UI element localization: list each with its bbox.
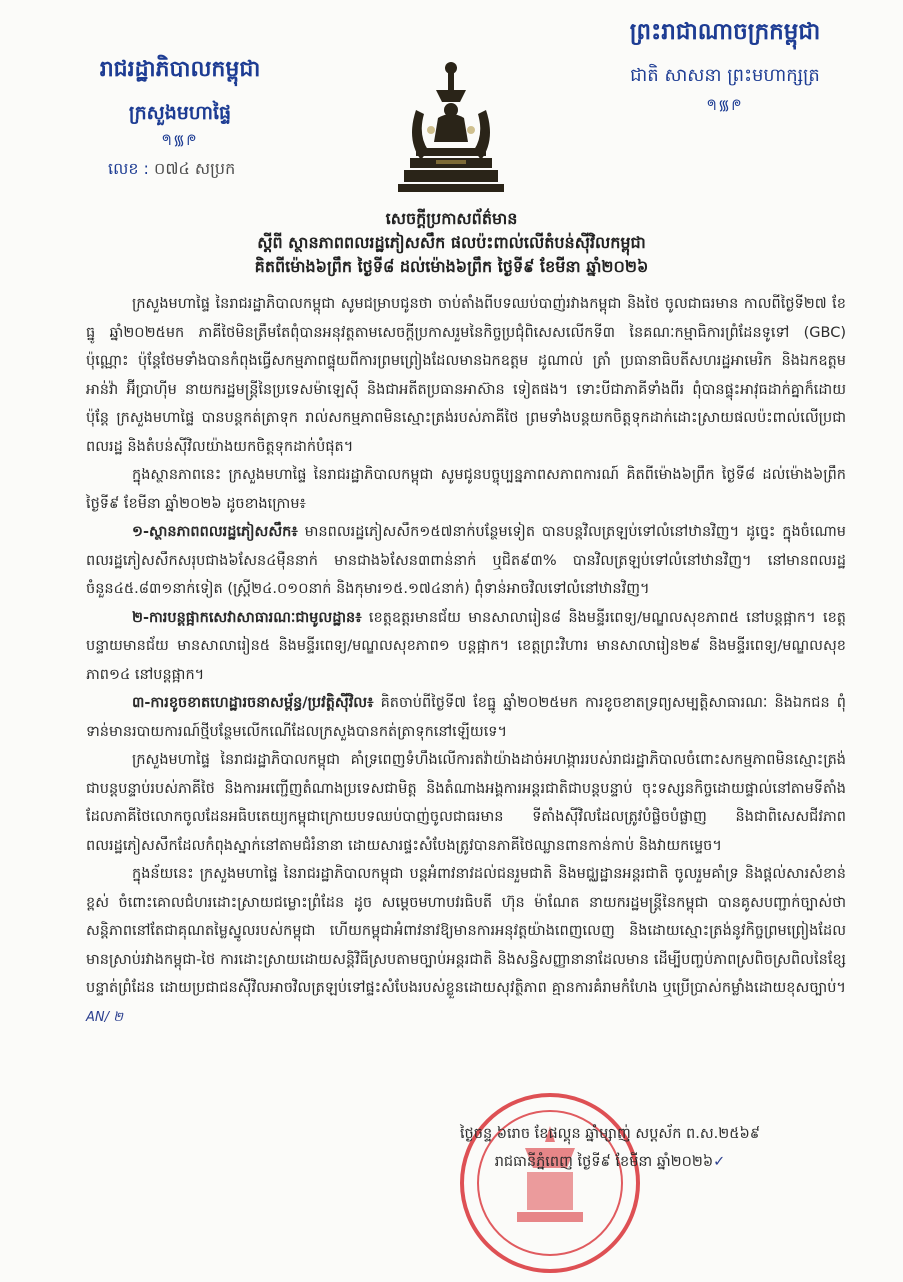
item-damage-text: គិតចាប់ពីថ្ងៃទី៧ ខែធ្នូ ឆ្នាំ២០២៥មក ការខូចខាតទ្រព្យសម្បត្តិសាធារណៈ និងឯកជន ពុំទាន់មានរបាយការណ៍ថ្មីបន្ថែមលើកណើដែលក្រសួងបានកត់ត្រាទុកនៅឡើយទេ។ (86, 695, 846, 740)
reference-number (70, 158, 290, 182)
lunar-date: ថ្ងៃចន្ទ ៦រោច ខែផល្គុន ឆ្នាំម្សាញ់ សប្តស័ក ព.ស.២៥៦៩ (459, 1126, 761, 1142)
reference-label: លេខ : (108, 159, 149, 178)
solar-date (440, 1148, 780, 1176)
document-body (86, 290, 846, 1032)
title-line-2: ស្តីពី ស្ថានភាពពលរដ្ឋភៀសសឹក ផលប៉ះពាល់លើតំបន់ស៊ីវិលកម្ពុជា (257, 233, 646, 252)
item-services-text: ខេត្តឧត្តរមានជ័យ មានសាលារៀន៨ និងមន្ទីរពេទ្យ/មណ្ឌលសុខភាព៥ នៅបន្តផ្អាក។ ខេត្តបន្ទាយមានជ័យ មានសាលារៀន៥ និងមន្ទីរពេទ្យ/មណ្ឌលសុខភាព១ បន្តផ្អាក។ ខេត្តព្រះវិហារ មានសាលារៀន២៩ និងមន្ទីរពេទ្យ/មណ្ឌលសុខភាព១៤ នៅបន្តផ្អាក។ (86, 609, 846, 683)
date-block (440, 1120, 780, 1176)
ministry-header (70, 55, 290, 182)
royal-emblem-icon (376, 50, 526, 200)
paragraph-situation: ក្នុងស្ថានភាពនេះ ក្រសួងមហាផ្ទៃ នៃរាជរដ្ឋាភិបាលកម្ពុជា សូមជូនបច្ចុប្បន្នភាពសភាពការណ៍ គិតពីម៉ោង៦ព្រឹក ថ្ងៃទី៨ ដល់ម៉ោង៦ព្រឹក ថ្ងៃទី៩ ខែមីនា ឆ្នាំ២០២៦ ដូចខាងក្រោម៖ (86, 467, 846, 512)
item-services (86, 604, 846, 690)
reference-value: ០៧៤ សប្រក (154, 159, 236, 178)
official-seal-icon (455, 1088, 645, 1278)
national-motto: ជាតិ សាសនា ព្រះមហាក្សត្រ (630, 65, 820, 86)
title-line-3: គិតពីម៉ោង៦ព្រឹក ថ្ងៃទី៨ ដល់ម៉ោង៦ព្រឹក ថ្ងៃទី៩ ខែមីនា ឆ្នាំ២០២៦ (254, 257, 649, 276)
item-damage (86, 689, 846, 746)
government-name: រាជរដ្ឋាភិបាលកម្ពុជា (99, 57, 261, 82)
item-refugees (86, 518, 846, 604)
title-line-1: សេចក្តីប្រកាសព័ត៌មាន (385, 209, 518, 228)
ministry-name: ក្រសួងមហាផ្ទៃ (128, 102, 232, 124)
ornament-divider: ᖗ᯾ᖘ (706, 98, 743, 114)
kingdom-header (600, 18, 850, 115)
kingdom-name: ព្រះរាជាណាចក្រកម្ពុជា (629, 19, 821, 45)
ornament-divider: ᖗ᯾ᖘ (161, 133, 198, 149)
signature-check-icon: ✓ (713, 1154, 726, 1170)
document-title (60, 207, 843, 279)
paragraph-appeal (86, 860, 846, 1032)
item-damage-head: ៣-ការខូចខាតហេដ្ឋារចនាសម្ព័ន្ធ/ប្រវត្តិស៊ីវិល៖ (132, 695, 374, 711)
initials-mark: AN/ ២ (86, 1009, 123, 1025)
item-refugees-head: ១-ស្ថានភាពពលរដ្ឋភៀសសឹក៖ (132, 524, 298, 540)
item-refugees-text: មានពលរដ្ឋភៀសសឹក១៥៧នាក់បន្ថែមទៀត បានបន្តវិលត្រឡប់ទៅលំនៅឋានវិញ។ ដូច្នេះ ក្នុងចំណោមពលរដ្ឋភៀសសឹកសរុបជាង៦សែន៤ម៉ឺននាក់ មានជាង៦សែន៣ពាន់នាក់ ឬជិត៩៣% បានវិលត្រឡប់ទៅលំនៅឋានវិញ។ នៅមានពលរដ្ឋចំនួន៤៥.៨៣១នាក់ទៀត (ស្ត្រី២៤.០១០នាក់ និងកុមារ១៥.១៧៤នាក់) ពុំទាន់អាចវិលទៅលំនៅឋានវិញ។ (86, 524, 846, 597)
paragraph-appeal-text: ក្នុងន័យនេះ ក្រសួងមហាផ្ទៃ នៃរាជរដ្ឋាភិបាលកម្ពុជា បន្តអំពាវនាវដល់ជនរួមជាតិ និងមជ្ឈដ្ឋានអន្តរជាតិ ចូលរួមគាំទ្រ និងផ្តល់សារសំខាន់ខ្ពស់ ចំពោះគោលជំហរដោះស្រាយជម្លោះព្រំដែន ដូច សម្តេចមហាបវរធិបតី ហ៊ុន ម៉ាណែត នាយករដ្ឋមន្ត្រីនៃកម្ពុជា បានគូសបញ្ជាក់ច្បាស់ថា សន្តិភាពនៅតែជាគុណតម្លៃស្នូលរបស់កម្ពុជា ហើយកម្ពុជាអំពាវនាវឱ្យមានការអនុវត្តយ៉ាងពេញលេញ និងដោយស្មោះត្រង់នូវកិច្ចព្រមព្រៀងដែលមានស្រាប់រវាងកម្ពុជា-ថៃ ការដោះស្រាយដោយសន្តិវិធីស្របតាមច្បាប់អន្តរជាតិ និងសន្ធិសញ្ញានានាដែលមាន ដើម្បីបញ្ចប់ភាពស្រពិចស្រពិលនៃខ្សែបន្ទាត់ព្រំដែន ដោយប្រជាជនស៊ីវិលអាចវិលត្រឡប់ទៅផ្ទះសំបែងរបស់ខ្លួនដោយសុវត្ថិភាព គ្មានការគំរាមកំហែង ឬប្រើប្រាស់កម្លាំងដោយខុសច្បាប់។ (86, 866, 846, 996)
paragraph-intro: ក្រសួងមហាផ្ទៃ នៃរាជរដ្ឋាភិបាលកម្ពុជា សូមជម្រាបជូនថា ចាប់តាំងពីបទឈប់បាញ់រវាងកម្ពុជា និងថៃ ចូលជាធរមាន កាលពីថ្ងៃទី២៧ ខែធ្នូ ឆ្នាំ២០២៥មក ភាគីថៃមិនត្រឹមតែពុំបានអនុវត្តតាមសេចក្តីប្រកាសរួមនៃកិច្ចប្រជុំពិសេសលើកទី៣ នៃគណៈកម្មាធិការព្រំដែនទូទៅ (GBC) ប៉ុណ្ណោះ ប៉ុន្តែថែមទាំងបានកំពុងធ្វើសកម្មភាពផ្ទុយពីការព្រមព្រៀងដែលមានឯកឧត្តម ដូណាល់ ត្រាំ ប្រធានាធិបតីសហរដ្ឋអាមេរិក និងឯកឧត្តម អាន់វ៉ា អ៊ីប្រាហ៊ីម នាយករដ្ឋមន្ត្រីនៃប្រទេសម៉ាឡេស៊ី និងជាអតីតប្រធានអាស៊ាន ទៀតផង។ ទោះបីជាភាគីទាំងពីរ ពុំបានផ្ទុះអាវុធដាក់គ្នាក៏ដោយ ប៉ុន្តែ ក្រសួងមហាផ្ទៃ បានបន្តកត់ត្រាទុក រាល់សកម្មភាពមិនស្មោះត្រង់របស់ភាគីថៃ ព្រមទាំងបន្តយកចិត្តទុកដាក់ដោះស្រាយផលប៉ះពាល់លើប្រជាពលរដ្ឋ និងតំបន់ស៊ីវិលយ៉ាងយកចិត្តទុកដាក់បំផុត។ (86, 296, 846, 455)
solar-date-text: រាជធានីភ្នំពេញ ថ្ងៃទី៩ ខែមីនា ឆ្នាំ២០២៦ (494, 1154, 714, 1170)
item-services-head: ២-ការបន្តផ្អាកសេវាសាធារណៈជាមូលដ្ឋាន៖ (132, 609, 362, 626)
paragraph-support: ក្រសួងមហាផ្ទៃ នៃរាជរដ្ឋាភិបាលកម្ពុជា គាំទ្រពេញទំហឹងលើការតវ៉ាយ៉ាងដាច់អហង្ការរបស់រាជរដ្ឋាភិបាលចំពោះសកម្មភាពមិនស្មោះត្រង់ជាបន្តបន្ទាប់របស់ភាគីថៃ និងការអញ្ជើញតំណាងប្រទេសជាមិត្ត និងតំណាងអង្គការអន្តរជាតិជាបន្តបន្ទាប់ ចុះទស្សនកិច្ចដោយផ្ទាល់នៅតាមទីតាំងដែលភាគីថៃលោកចូលដែនអធិបតេយ្យកម្ពុជាក្រោយបទឈប់បាញ់ចូលជាធរមាន ទីតាំងស៊ីវិលដែលត្រូវបំផ្លិចបំផ្លាញ និងជាពិសេសជីវភាពពលរដ្ឋភៀសសឹកដែលកំពុងស្នាក់នៅតាមជំរំនានា ដោយសារផ្ទះសំបែងត្រូវបានភាគីថៃឈ្លានពានកាន់កាប់ និងវាយកម្ទេច។ (86, 752, 846, 854)
